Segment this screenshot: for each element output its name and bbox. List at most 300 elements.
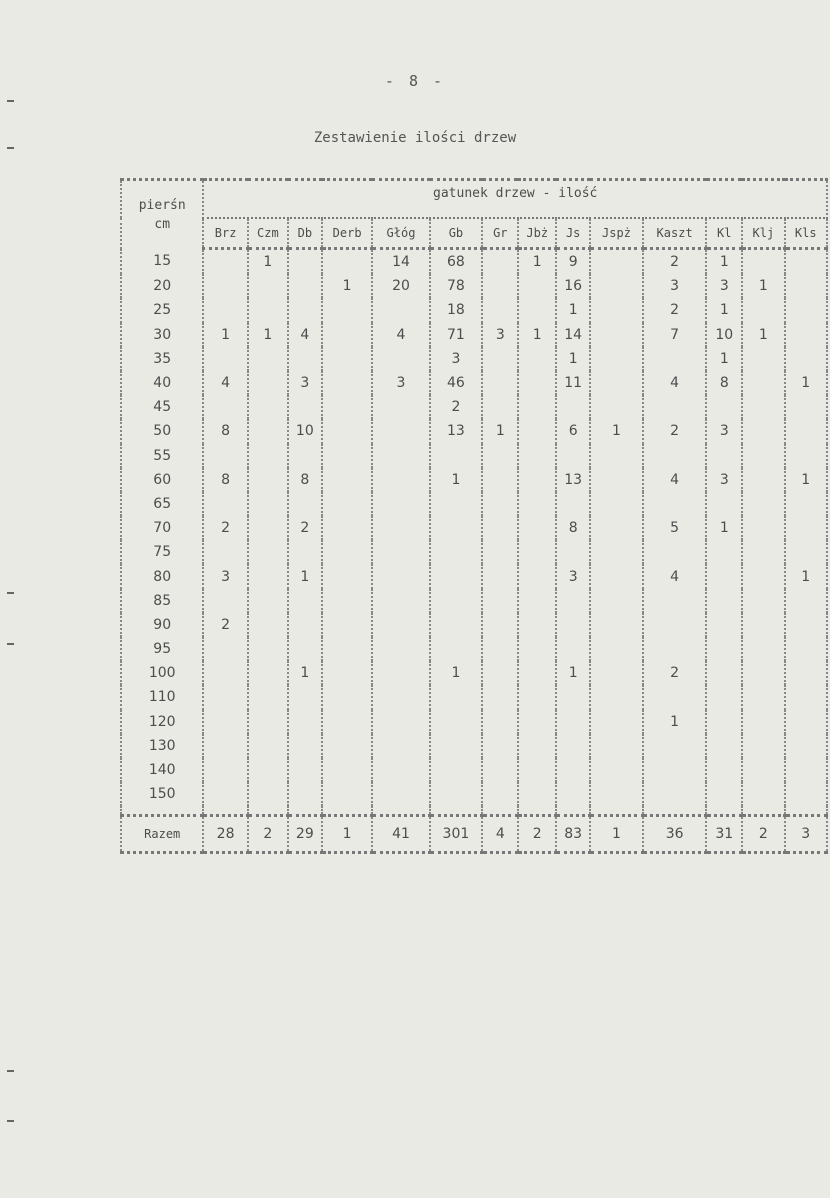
count-cell (248, 516, 288, 540)
count-cell (482, 516, 518, 540)
spacer-cell (643, 806, 706, 816)
count-cell (742, 540, 784, 564)
count-cell (430, 685, 483, 709)
count-cell (518, 395, 556, 419)
diameter-cell: 45 (121, 395, 203, 419)
count-cell (482, 685, 518, 709)
count-cell (288, 589, 322, 613)
spacer-cell (322, 806, 373, 816)
table-row (121, 758, 827, 782)
count-cell: 20 (372, 274, 429, 298)
count-cell (248, 395, 288, 419)
table-row (121, 613, 827, 637)
count-cell (288, 347, 322, 371)
count-cell (322, 758, 373, 782)
count-cell: 18 (430, 298, 483, 322)
count-cell (785, 685, 828, 709)
total-cell: 36 (643, 816, 706, 853)
diameter-cell: 60 (121, 468, 203, 492)
table-row (121, 249, 827, 275)
count-cell (706, 685, 742, 709)
count-cell (590, 371, 643, 395)
count-cell: 1 (482, 419, 518, 443)
count-cell (742, 758, 784, 782)
count-cell: 46 (430, 371, 483, 395)
species-header-0: Brz (203, 218, 247, 249)
count-cell (482, 395, 518, 419)
count-cell: 4 (643, 564, 706, 588)
count-cell (372, 782, 429, 806)
spacer-cell (288, 806, 322, 816)
count-cell (643, 589, 706, 613)
count-cell: 10 (288, 419, 322, 443)
count-cell (742, 298, 784, 322)
count-cell (288, 395, 322, 419)
count-cell (322, 685, 373, 709)
totals-row (121, 816, 827, 853)
count-cell (785, 540, 828, 564)
count-cell (482, 444, 518, 468)
count-cell: 8 (203, 468, 247, 492)
count-cell (248, 782, 288, 806)
count-cell (288, 492, 322, 516)
count-cell: 1 (518, 249, 556, 275)
count-cell (288, 758, 322, 782)
count-cell (322, 613, 373, 637)
count-cell (203, 589, 247, 613)
count-cell (742, 492, 784, 516)
count-cell: 8 (706, 371, 742, 395)
count-cell (248, 468, 288, 492)
count-cell (288, 249, 322, 275)
count-cell (322, 589, 373, 613)
count-cell (556, 734, 590, 758)
count-cell (322, 564, 373, 588)
count-cell: 1 (556, 298, 590, 322)
count-cell (590, 589, 643, 613)
count-cell (288, 685, 322, 709)
count-cell (430, 613, 483, 637)
count-cell (288, 444, 322, 468)
count-cell (518, 419, 556, 443)
spacer-cell (742, 806, 784, 816)
count-cell (372, 492, 429, 516)
total-cell: 2 (518, 816, 556, 853)
total-cell: 301 (430, 816, 483, 853)
count-cell (248, 613, 288, 637)
count-cell (785, 613, 828, 637)
count-cell (203, 347, 247, 371)
species-header-10: Kaszt (643, 218, 706, 249)
count-cell (248, 492, 288, 516)
count-cell (518, 540, 556, 564)
count-cell (518, 782, 556, 806)
total-cell: 28 (203, 816, 247, 853)
count-cell: 7 (643, 323, 706, 347)
count-cell (248, 661, 288, 685)
count-cell (372, 661, 429, 685)
count-cell (372, 540, 429, 564)
count-cell (518, 298, 556, 322)
count-cell (248, 419, 288, 443)
table-row (121, 371, 827, 395)
spacer-cell (372, 806, 429, 816)
count-cell (322, 395, 373, 419)
count-cell: 4 (372, 323, 429, 347)
count-cell: 3 (430, 347, 483, 371)
count-cell: 9 (556, 249, 590, 275)
count-cell (203, 444, 247, 468)
table-body (121, 249, 827, 816)
count-cell (785, 444, 828, 468)
count-cell (742, 395, 784, 419)
count-cell (590, 492, 643, 516)
margin-mark (7, 592, 14, 594)
species-header-3: Derb (322, 218, 373, 249)
diameter-cell: 20 (121, 274, 203, 298)
count-cell (742, 589, 784, 613)
count-cell (322, 637, 373, 661)
total-cell: 83 (556, 816, 590, 853)
count-cell (518, 492, 556, 516)
diameter-cell: 150 (121, 782, 203, 806)
table-row (121, 274, 827, 298)
count-cell (518, 637, 556, 661)
table-row (121, 564, 827, 588)
spacer-cell (203, 806, 247, 816)
count-cell (643, 782, 706, 806)
count-cell (430, 758, 483, 782)
diameter-cell: 15 (121, 249, 203, 275)
count-cell: 3 (706, 419, 742, 443)
table-row (121, 298, 827, 322)
count-cell (518, 685, 556, 709)
tree-count-table (120, 178, 828, 854)
count-cell: 1 (203, 323, 247, 347)
count-cell (248, 371, 288, 395)
count-cell (372, 758, 429, 782)
diameter-cell: 30 (121, 323, 203, 347)
count-cell (785, 347, 828, 371)
count-cell (372, 564, 429, 588)
count-cell (742, 419, 784, 443)
spacer-cell (248, 806, 288, 816)
species-header-12: Klj (742, 218, 784, 249)
table-row (121, 492, 827, 516)
count-cell (482, 274, 518, 298)
species-header-13: Kls (785, 218, 828, 249)
count-cell: 2 (288, 516, 322, 540)
count-cell: 1 (785, 564, 828, 588)
count-cell (556, 637, 590, 661)
count-cell (322, 347, 373, 371)
count-cell (482, 468, 518, 492)
count-cell (785, 758, 828, 782)
count-cell (556, 395, 590, 419)
count-cell: 71 (430, 323, 483, 347)
count-cell (643, 758, 706, 782)
count-cell: 1 (556, 347, 590, 371)
count-cell (785, 419, 828, 443)
table-row (121, 347, 827, 371)
diameter-cell: 95 (121, 637, 203, 661)
count-cell (706, 734, 742, 758)
count-cell (643, 540, 706, 564)
count-cell (482, 661, 518, 685)
spacer-cell (430, 806, 483, 816)
count-cell (590, 540, 643, 564)
count-cell: 4 (643, 468, 706, 492)
count-cell: 1 (248, 323, 288, 347)
count-cell (430, 637, 483, 661)
count-cell (556, 492, 590, 516)
count-cell (785, 395, 828, 419)
count-cell (322, 298, 373, 322)
count-cell (518, 589, 556, 613)
total-cell: 2 (742, 816, 784, 853)
diameter-cell: 25 (121, 298, 203, 322)
count-cell: 13 (430, 419, 483, 443)
count-cell (372, 613, 429, 637)
diameter-cell: 85 (121, 589, 203, 613)
count-cell (518, 274, 556, 298)
margin-mark (7, 1070, 14, 1072)
total-cell: 1 (590, 816, 643, 853)
table-row (121, 685, 827, 709)
count-cell (248, 685, 288, 709)
count-cell (590, 468, 643, 492)
count-cell (372, 637, 429, 661)
count-cell (785, 249, 828, 275)
page-number: - 8 - (384, 72, 446, 90)
spacer-row (121, 806, 827, 816)
count-cell (203, 758, 247, 782)
table-row (121, 323, 827, 347)
count-cell (742, 347, 784, 371)
count-cell (785, 492, 828, 516)
table-row (121, 419, 827, 443)
count-cell (482, 249, 518, 275)
count-cell (372, 395, 429, 419)
count-cell (518, 468, 556, 492)
count-cell (742, 613, 784, 637)
count-cell (742, 468, 784, 492)
count-cell (742, 661, 784, 685)
count-cell (785, 323, 828, 347)
count-cell (643, 734, 706, 758)
count-cell: 2 (643, 661, 706, 685)
count-cell (643, 492, 706, 516)
spacer-cell (590, 806, 643, 816)
diameter-cell: 130 (121, 734, 203, 758)
count-cell (248, 540, 288, 564)
count-cell (322, 492, 373, 516)
table-row (121, 468, 827, 492)
count-cell (742, 685, 784, 709)
count-cell (482, 782, 518, 806)
species-header-4: Głóg (372, 218, 429, 249)
count-cell (785, 637, 828, 661)
count-cell (742, 444, 784, 468)
count-cell (590, 758, 643, 782)
count-cell: 14 (556, 323, 590, 347)
count-cell: 1 (643, 710, 706, 734)
spacer-cell (121, 806, 203, 816)
count-cell: 1 (742, 274, 784, 298)
count-cell (248, 637, 288, 661)
count-cell (706, 444, 742, 468)
count-cell (706, 613, 742, 637)
count-cell (742, 516, 784, 540)
count-cell: 5 (643, 516, 706, 540)
table-row (121, 661, 827, 685)
count-cell (706, 782, 742, 806)
table-row (121, 444, 827, 468)
count-cell (556, 540, 590, 564)
count-cell (590, 395, 643, 419)
count-cell: 1 (518, 323, 556, 347)
count-cell: 1 (288, 661, 322, 685)
count-cell (203, 637, 247, 661)
count-cell (590, 685, 643, 709)
diameter-cell: 55 (121, 444, 203, 468)
margin-mark (7, 100, 14, 102)
count-cell (518, 758, 556, 782)
count-cell: 3 (706, 274, 742, 298)
count-cell: 4 (288, 323, 322, 347)
count-cell (706, 540, 742, 564)
count-cell (430, 540, 483, 564)
count-cell (288, 298, 322, 322)
count-cell: 1 (785, 468, 828, 492)
count-cell (706, 637, 742, 661)
count-cell (372, 444, 429, 468)
count-cell (248, 710, 288, 734)
count-cell: 11 (556, 371, 590, 395)
count-cell (482, 613, 518, 637)
count-cell (482, 347, 518, 371)
count-cell (590, 734, 643, 758)
count-cell (372, 516, 429, 540)
count-cell (322, 540, 373, 564)
diameter-cell: 80 (121, 564, 203, 588)
count-cell (288, 734, 322, 758)
count-cell: 8 (288, 468, 322, 492)
count-cell: 1 (706, 249, 742, 275)
count-cell (372, 589, 429, 613)
count-cell (742, 249, 784, 275)
count-cell: 10 (706, 323, 742, 347)
table-row (121, 710, 827, 734)
count-cell: 4 (643, 371, 706, 395)
count-cell: 1 (706, 516, 742, 540)
diameter-cell: 35 (121, 347, 203, 371)
count-cell (742, 564, 784, 588)
count-cell (643, 685, 706, 709)
count-cell (706, 758, 742, 782)
count-cell: 1 (430, 468, 483, 492)
count-cell (785, 516, 828, 540)
count-cell (203, 710, 247, 734)
count-cell (590, 323, 643, 347)
count-cell (518, 564, 556, 588)
species-header-5: Gb (430, 218, 483, 249)
diameter-cell: 140 (121, 758, 203, 782)
count-cell (706, 395, 742, 419)
count-cell (248, 758, 288, 782)
count-cell (556, 782, 590, 806)
count-cell: 1 (288, 564, 322, 588)
count-cell (706, 492, 742, 516)
count-cell: 2 (203, 613, 247, 637)
count-cell (322, 710, 373, 734)
spacer-cell (482, 806, 518, 816)
count-cell (482, 298, 518, 322)
count-cell (430, 782, 483, 806)
count-cell (322, 371, 373, 395)
count-cell (518, 710, 556, 734)
count-cell (322, 734, 373, 758)
count-cell (643, 347, 706, 371)
count-cell (430, 564, 483, 588)
count-cell: 1 (706, 298, 742, 322)
diameter-cell: 65 (121, 492, 203, 516)
diameter-header-label: pierśn (138, 197, 186, 213)
count-cell (482, 734, 518, 758)
count-cell: 1 (322, 274, 373, 298)
margin-mark (7, 1120, 14, 1122)
count-cell (590, 516, 643, 540)
count-cell (248, 298, 288, 322)
count-cell: 3 (556, 564, 590, 588)
count-cell (372, 685, 429, 709)
species-header-2: Db (288, 218, 322, 249)
count-cell: 3 (706, 468, 742, 492)
count-cell (430, 710, 483, 734)
spacer-cell (785, 806, 828, 816)
count-cell (590, 274, 643, 298)
count-cell (203, 274, 247, 298)
count-cell (590, 298, 643, 322)
count-cell (322, 782, 373, 806)
count-cell: 1 (248, 249, 288, 275)
count-cell: 2 (430, 395, 483, 419)
count-cell (518, 734, 556, 758)
count-cell (372, 710, 429, 734)
count-cell: 2 (203, 516, 247, 540)
total-cell: 2 (248, 816, 288, 853)
count-cell (248, 444, 288, 468)
count-cell: 68 (430, 249, 483, 275)
diameter-cell: 100 (121, 661, 203, 685)
count-cell (322, 661, 373, 685)
count-cell: 1 (785, 371, 828, 395)
margin-mark (7, 147, 14, 149)
count-cell: 14 (372, 249, 429, 275)
count-cell (288, 710, 322, 734)
count-cell: 3 (372, 371, 429, 395)
table-row (121, 734, 827, 758)
count-cell (372, 468, 429, 492)
count-cell (203, 298, 247, 322)
count-cell (482, 589, 518, 613)
species-header-9: Jspż (590, 218, 643, 249)
count-cell (590, 661, 643, 685)
diameter-cell: 50 (121, 419, 203, 443)
count-cell (482, 758, 518, 782)
count-cell (372, 419, 429, 443)
table-row (121, 540, 827, 564)
